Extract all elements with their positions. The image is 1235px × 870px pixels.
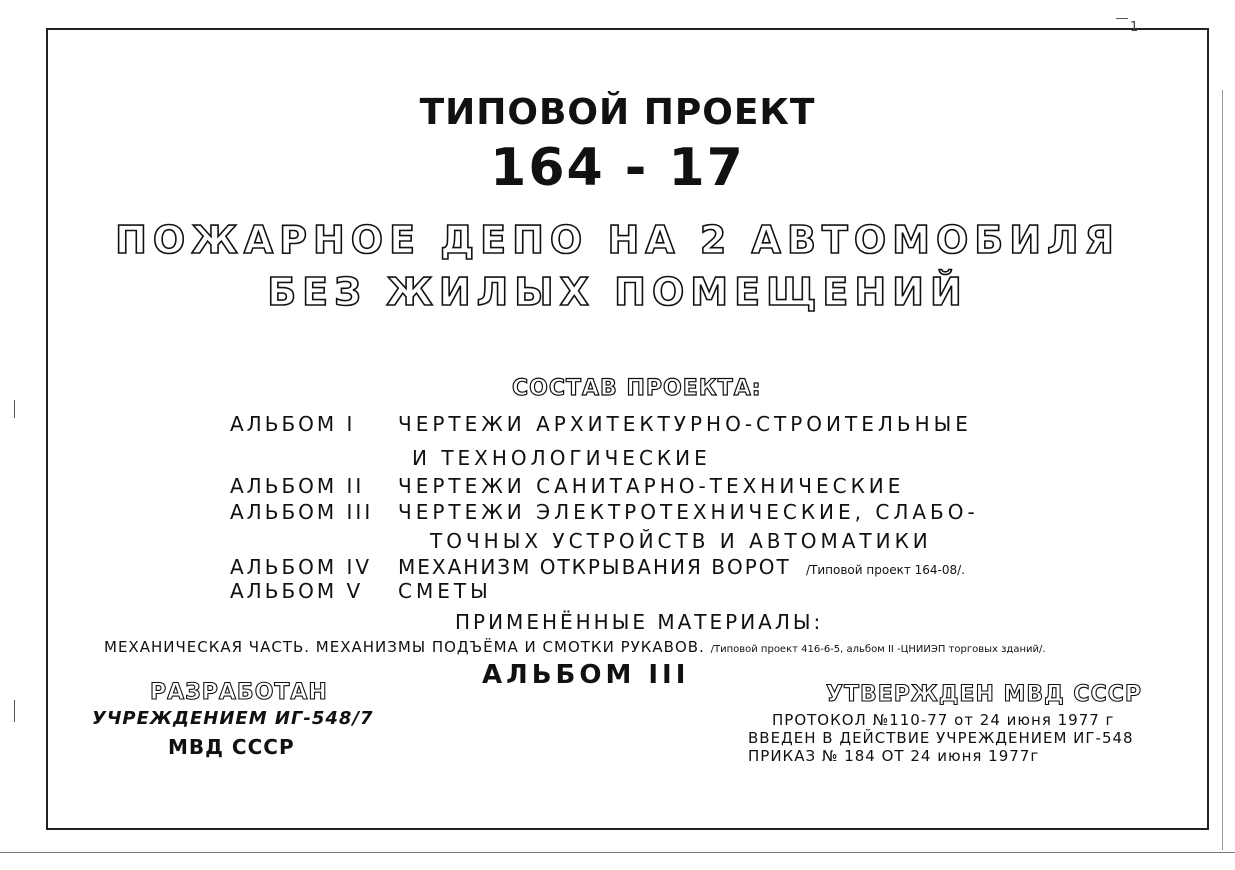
approval-protocol: ПРОТОКОЛ №110-77 от 24 июня 1977 г	[772, 711, 1115, 729]
applied-materials-text: МЕХАНИЧЕСКАЯ ЧАСТЬ. МЕХАНИЗМЫ ПОДЪЁМА И СМОТКИ РУКАВОВ.	[104, 638, 705, 656]
album-title-continuation: ТОЧНЫХ УСТРОЙСТВ И АВТОМАТИКИ	[430, 529, 932, 553]
applied-materials-reference: /Типовой проект 416-6-5, альбом II -ЦНИИЭП торговых зданий/.	[710, 644, 1046, 655]
margin-mark: 1	[1130, 20, 1139, 35]
approval-enactment: ВВЕДЕН В ДЕЙСТВИЕ УЧРЕЖДЕНИЕМ ИГ-548	[748, 729, 1134, 747]
album-title-continuation: И ТЕХНОЛОГИЧЕСКИЕ	[412, 446, 711, 470]
composition-heading: СОСТАВ ПРОЕКТА:	[512, 376, 762, 401]
developed-heading: РАЗРАБОТАН	[150, 680, 328, 705]
project-title-line-1: ПОЖАРНОЕ ДЕПО НА 2 АВТОМОБИЛЯ	[115, 218, 1120, 262]
scan-mark-top	[1116, 18, 1128, 19]
applied-materials-line	[104, 638, 1046, 656]
approval-order: ПРИКАЗ № 184 ОТ 24 июня 1977г	[748, 747, 1040, 765]
album-label: АЛЬБОМ II	[230, 474, 365, 498]
current-album-label: АЛЬБОМ III	[482, 660, 690, 690]
album-title: СМЕТЫ	[398, 579, 492, 603]
album-label: АЛЬБОМ III	[230, 500, 374, 524]
project-number: 164 - 17	[490, 138, 745, 198]
album-label: АЛЬБОМ IV	[230, 555, 373, 579]
album-label: АЛЬБОМ V	[230, 579, 364, 603]
project-title-line-2: БЕЗ ЖИЛЫХ ПОМЕЩЕНИЙ	[267, 270, 968, 314]
album-label: АЛЬБОМ I	[230, 412, 356, 436]
developed-organization: УЧРЕЖДЕНИЕМ ИГ-548/7	[92, 708, 374, 729]
album-title: МЕХАНИЗМ ОТКРЫВАНИЯ ВОРОТ	[398, 555, 791, 579]
scan-tick-left-2	[14, 700, 15, 722]
scan-edge-bottom	[0, 852, 1235, 853]
scan-tick-left-1	[14, 400, 15, 418]
scan-edge-right	[1222, 90, 1223, 850]
album-title: ЧЕРТЕЖИ ЭЛЕКТРОТЕХНИЧЕСКИЕ, СЛАБО-	[398, 500, 979, 524]
project-type-label: ТИПОВОЙ ПРОЕКТ	[419, 92, 816, 133]
developed-ministry: МВД СССР	[168, 735, 295, 759]
album-title: ЧЕРТЕЖИ САНИТАРНО-ТЕХНИЧЕСКИЕ	[398, 474, 905, 498]
applied-materials-heading: ПРИМЕНЁННЫЕ МАТЕРИАЛЫ:	[455, 610, 824, 634]
approved-heading: УТВЕРЖДЕН МВД СССР	[826, 682, 1142, 707]
album-title: ЧЕРТЕЖИ АРХИТЕКТУРНО-СТРОИТЕЛЬНЫЕ	[398, 412, 972, 436]
album-note: /Типовой проект 164-08/.	[806, 563, 965, 577]
